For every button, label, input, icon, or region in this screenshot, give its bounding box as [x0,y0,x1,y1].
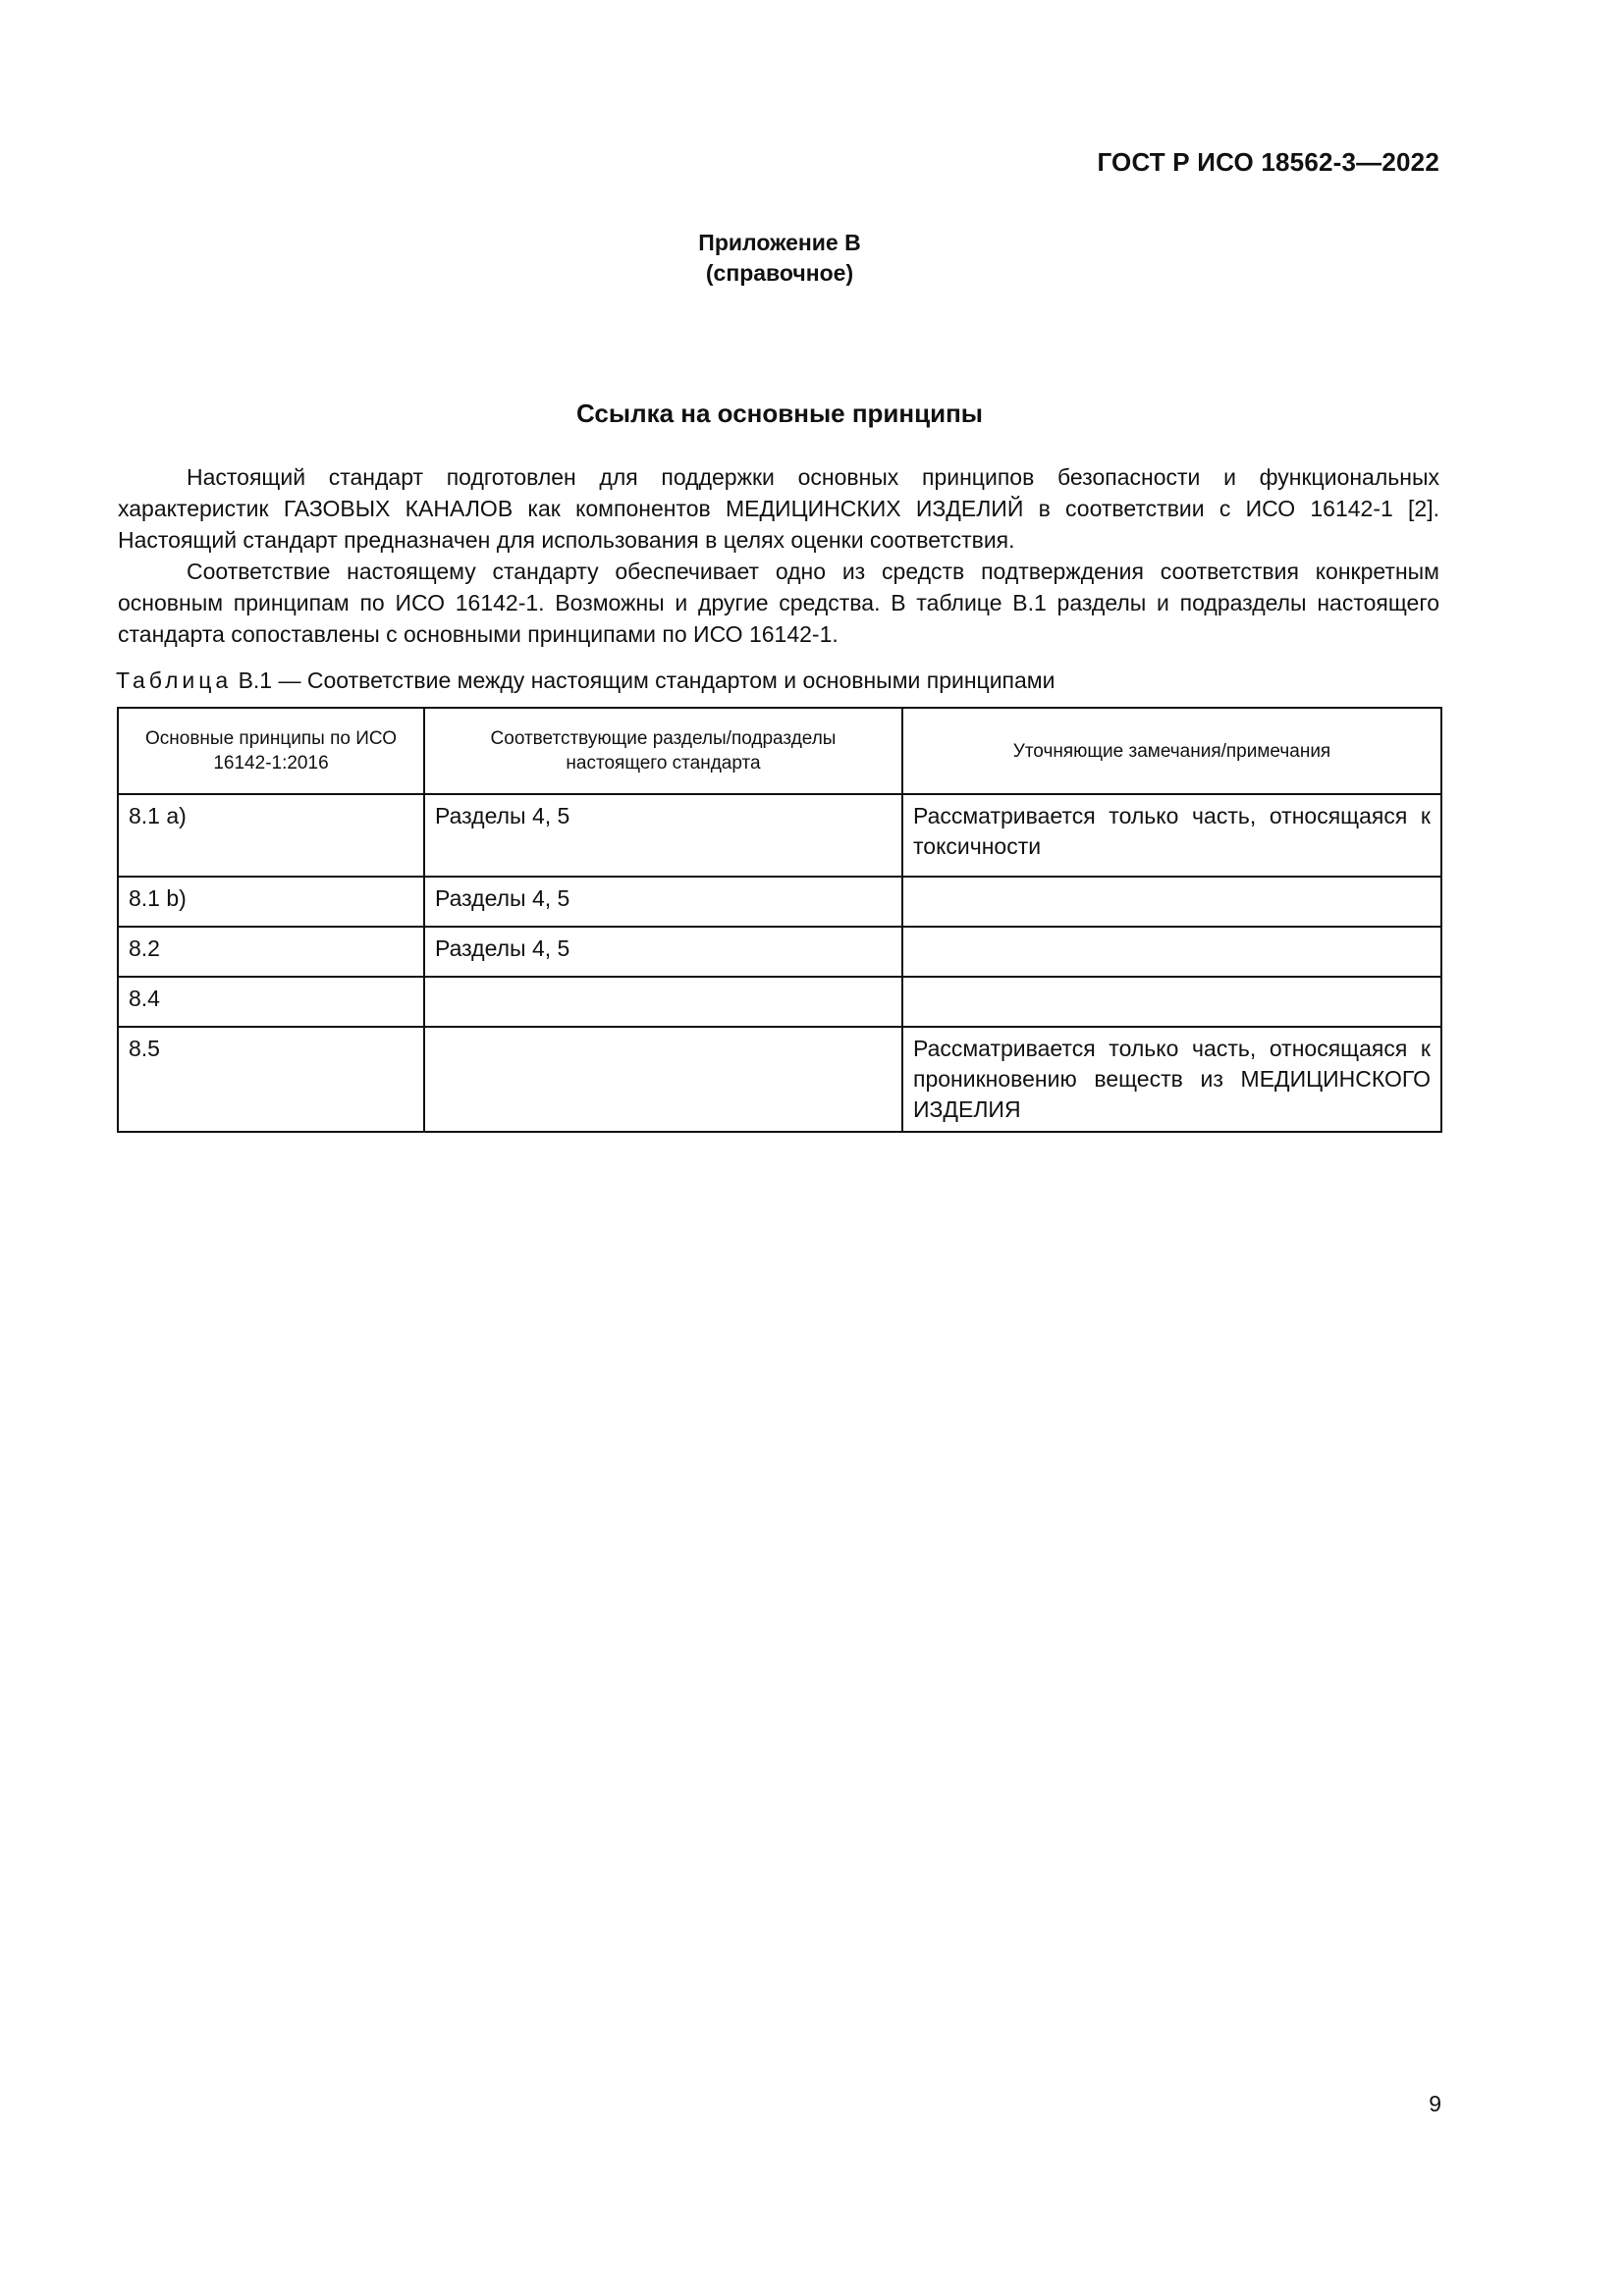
table-header-row [118,708,1441,794]
table-row [118,794,1441,877]
table-row [118,1027,1441,1132]
cell-remarks [902,977,1441,1027]
table-row [118,927,1441,977]
table-caption-text: В.1 — Соответствие между настоящим стандартом и основными принципами [238,667,1056,693]
table-row [118,977,1441,1027]
cell-principle: 8.4 [118,977,424,1027]
cell-remarks [902,877,1441,927]
cell-principle: 8.2 [118,927,424,977]
table-caption-label: Таблица [116,667,233,693]
cell-remarks [902,927,1441,977]
cell-sections: Разделы 4, 5 [424,877,902,927]
paragraph: Настоящий стандарт подготовлен для поддержки основных принципов безопасности и функциональных характеристик ГАЗОВЫХ КАНАЛОВ как компонентов МЕДИЦИНСКИХ ИЗДЕЛИЙ в соответствии с ИСО 16142-1 [2]. Настоящий стандарт предназначен для использования в целях оценки соответствия. [118,464,1439,553]
cell-remarks: Рассматривается только часть, относящаяся к токсичности [902,794,1441,877]
annex-status: (справочное) [705,260,854,286]
section-title: Ссылка на основные принципы [575,399,983,428]
table-caption [116,667,1055,694]
cell-remarks: Рассматривается только часть, относящаяся к проникновению веществ из МЕДИЦИНСКОГО ИЗДЕЛИЯ [902,1027,1441,1132]
paragraph: Соответствие настоящему стандарту обеспечивает одно из средств подтверждения соответствия конкретным основным принципам по ИСО 16142-1. Возможны и другие средства. В таблице В.1 разделы и подразделы настоящего стандарта сопоставлены с основными принципами по ИСО 16142-1. [118,559,1439,647]
page-number: 9 [1429,2091,1441,2116]
body-text [118,461,1439,650]
header-principles: Основные принципы по ИСО 16142-1:2016 [118,708,424,794]
cell-sections [424,977,902,1027]
cell-sections: Разделы 4, 5 [424,794,902,877]
header-remarks: Уточняющие замечания/примечания [902,708,1441,794]
document-code: ГОСТ Р ИСО 18562-3—2022 [1097,147,1439,177]
cell-principle: 8.1 a) [118,794,424,877]
cell-principle: 8.1 b) [118,877,424,927]
cell-principle: 8.5 [118,1027,424,1132]
cell-sections: Разделы 4, 5 [424,927,902,977]
annex-name: Приложение В [698,230,861,255]
cell-sections [424,1027,902,1132]
header-sections: Соответствующие разделы/подразделы настоящего стандарта [424,708,902,794]
table-row [118,877,1441,927]
correspondence-table [117,707,1442,1133]
